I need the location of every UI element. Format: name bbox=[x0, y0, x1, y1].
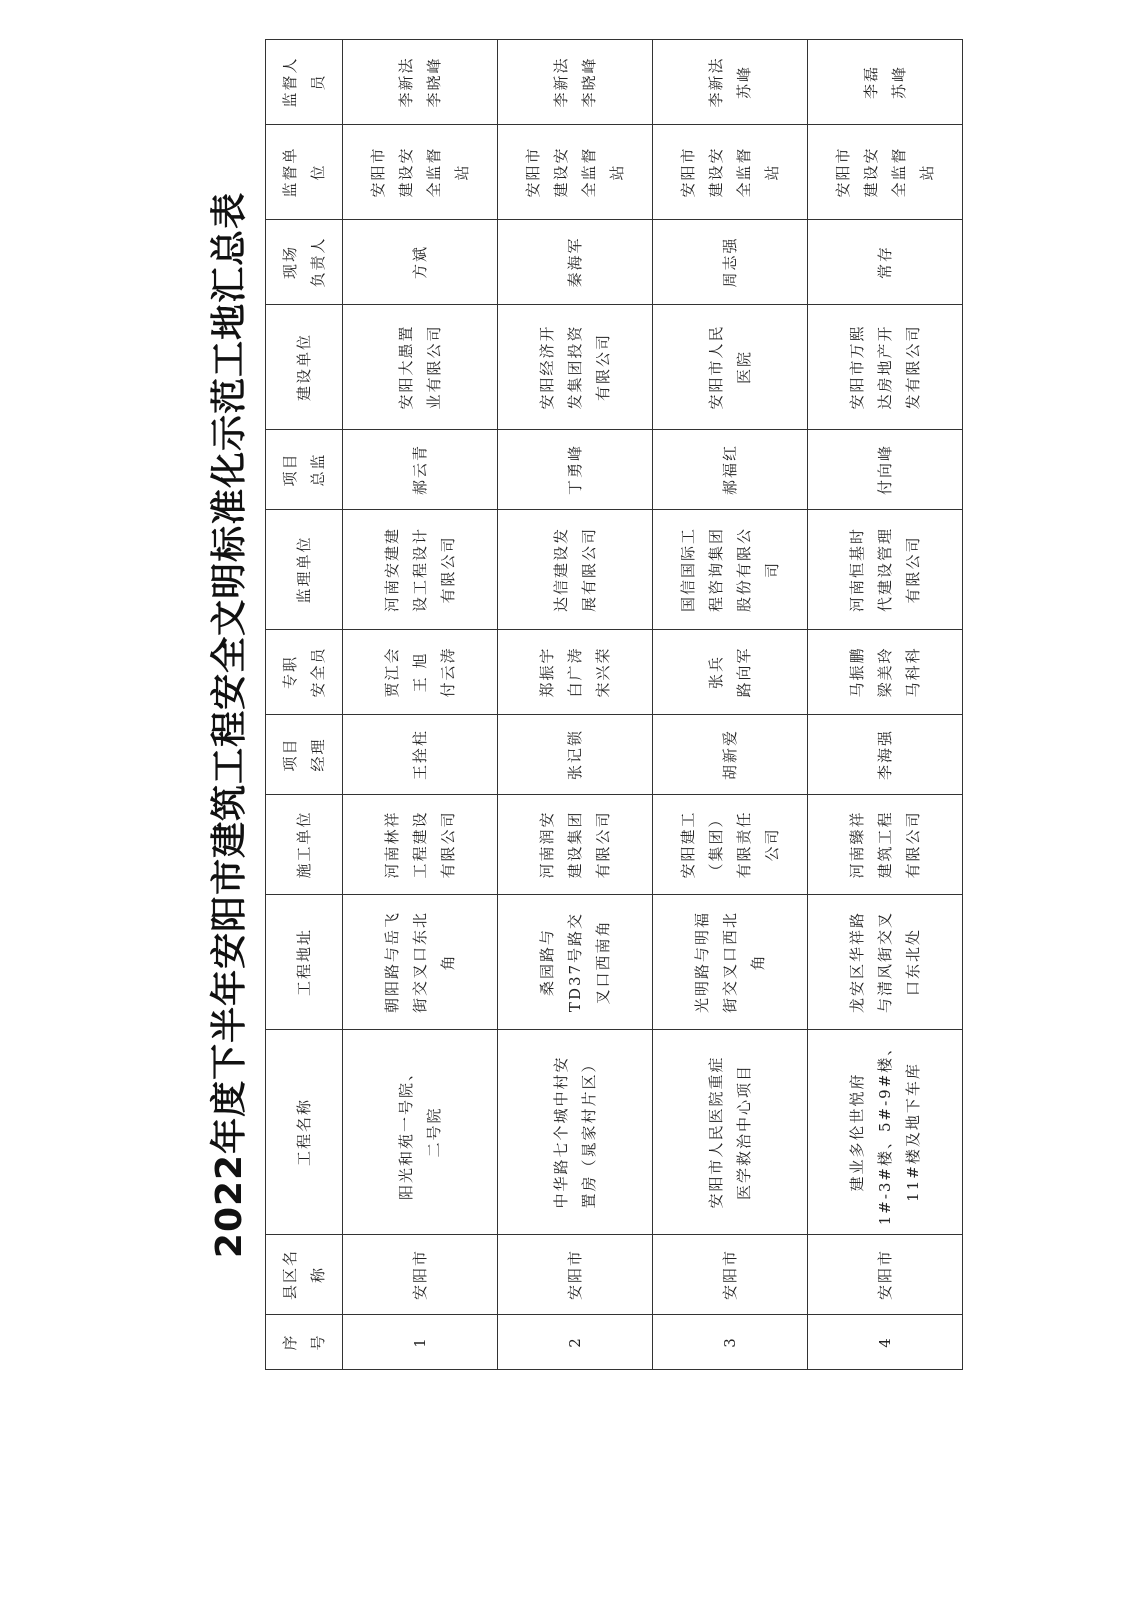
cell-safety: 张兵 路向军 bbox=[653, 630, 808, 715]
cell-sup-staff: 李新法 李晓峰 bbox=[343, 40, 498, 125]
cell-builder: 安阳市万熙 达房地产开 发有限公司 bbox=[808, 305, 963, 430]
cell-safety: 贾江会 王 旭 付云涛 bbox=[343, 630, 498, 715]
cell-contractor: 河南林祥 工程建设 有限公司 bbox=[343, 795, 498, 895]
cell-sup-staff: 李新法 李晓峰 bbox=[498, 40, 653, 125]
header-project: 工程名称 bbox=[266, 1030, 343, 1235]
cell-safety: 马振鹏 梁美玲 马科科 bbox=[808, 630, 963, 715]
cell-pm: 王拴柱 bbox=[343, 715, 498, 795]
cell-sup-unit: 安阳市 建设安 全监督 站 bbox=[653, 125, 808, 220]
cell-contractor: 安阳建工 （集团） 有限责任 公司 bbox=[653, 795, 808, 895]
header-row bbox=[266, 40, 343, 1370]
cell-county: 安阳市 bbox=[343, 1235, 498, 1315]
cell-pm: 李海强 bbox=[808, 715, 963, 795]
cell-sup-staff: 李新法 苏峰 bbox=[653, 40, 808, 125]
cell-project: 阳光和苑一号院、 二号院 bbox=[343, 1030, 498, 1235]
cell-sup-unit: 安阳市 建设安 全监督 站 bbox=[498, 125, 653, 220]
header-chief: 项目 总监 bbox=[266, 430, 343, 510]
cell-county: 安阳市 bbox=[653, 1235, 808, 1315]
cell-pm: 张记锁 bbox=[498, 715, 653, 795]
header-safety: 专职 安全员 bbox=[266, 630, 343, 715]
header-pm: 项目 经理 bbox=[266, 715, 343, 795]
cell-sup-unit: 安阳市 建设安 全监督 站 bbox=[343, 125, 498, 220]
cell-address: 朝阳路与岳飞 街交叉口东北 角 bbox=[343, 895, 498, 1030]
cell-contractor: 河南润安 建设集团 有限公司 bbox=[498, 795, 653, 895]
cell-supervisor: 河南恒基时 代建设管理 有限公司 bbox=[808, 510, 963, 630]
summary-table bbox=[265, 39, 963, 1370]
cell-builder: 安阳经济开 发集团投资 有限公司 bbox=[498, 305, 653, 430]
cell-chief: 郝云青 bbox=[343, 430, 498, 510]
table-row bbox=[653, 40, 808, 1370]
document-title: 2022年度下半年安阳市建筑工程安全文明标准化示范工地汇总表 bbox=[209, 191, 250, 1259]
document-sheet bbox=[190, 56, 936, 1370]
cell-seq: 3 bbox=[653, 1315, 808, 1370]
table-row bbox=[343, 40, 498, 1370]
cell-project: 中华路七个城中村安 置房（晁家村片区） bbox=[498, 1030, 653, 1235]
table-row bbox=[498, 40, 653, 1370]
cell-site-lead: 周志强 bbox=[653, 220, 808, 305]
cell-site-lead: 常存 bbox=[808, 220, 963, 305]
header-contractor: 施工单位 bbox=[266, 795, 343, 895]
cell-county: 安阳市 bbox=[498, 1235, 653, 1315]
cell-contractor: 河南臻祥 建筑工程 有限公司 bbox=[808, 795, 963, 895]
header-address: 工程地址 bbox=[266, 895, 343, 1030]
table-row bbox=[808, 40, 963, 1370]
cell-seq: 4 bbox=[808, 1315, 963, 1370]
cell-pm: 胡新爱 bbox=[653, 715, 808, 795]
header-supervisor: 监理单位 bbox=[266, 510, 343, 630]
cell-address: 桑园路与 TD37号路交 叉口西南角 bbox=[498, 895, 653, 1030]
cell-site-lead: 秦海军 bbox=[498, 220, 653, 305]
header-county: 县区名 称 bbox=[266, 1235, 343, 1315]
cell-address: 光明路与明福 街交叉口西北 角 bbox=[653, 895, 808, 1030]
cell-supervisor: 河南安建建 设工程设计 有限公司 bbox=[343, 510, 498, 630]
header-sup-staff: 监督人 员 bbox=[266, 40, 343, 125]
cell-supervisor: 达信建设发 展有限公司 bbox=[498, 510, 653, 630]
header-seq: 序 号 bbox=[266, 1315, 343, 1370]
cell-seq: 1 bbox=[343, 1315, 498, 1370]
cell-seq: 2 bbox=[498, 1315, 653, 1370]
cell-chief: 郝福红 bbox=[653, 430, 808, 510]
cell-builder: 安阳大愚置 业有限公司 bbox=[343, 305, 498, 430]
header-site-lead: 现场 负责人 bbox=[266, 220, 343, 305]
cell-chief: 付向峰 bbox=[808, 430, 963, 510]
cell-safety: 郑振宇 白广涛 宋兴荣 bbox=[498, 630, 653, 715]
cell-sup-staff: 李磊 苏峰 bbox=[808, 40, 963, 125]
header-sup-unit: 监督单 位 bbox=[266, 125, 343, 220]
cell-county: 安阳市 bbox=[808, 1235, 963, 1315]
cell-project: 安阳市人民医院重症 医学救治中心项目 bbox=[653, 1030, 808, 1235]
cell-site-lead: 方斌 bbox=[343, 220, 498, 305]
cell-chief: 丁勇峰 bbox=[498, 430, 653, 510]
cell-project: 建业多伦世悦府 1#-3#楼、5#-9#楼、 11#楼及地下车库 bbox=[808, 1030, 963, 1235]
cell-supervisor: 国信国际工 程咨询集团 股份有限公 司 bbox=[653, 510, 808, 630]
cell-address: 龙安区华祥路 与清风街交叉 口东北处 bbox=[808, 895, 963, 1030]
cell-builder: 安阳市人民 医院 bbox=[653, 305, 808, 430]
header-builder: 建设单位 bbox=[266, 305, 343, 430]
cell-sup-unit: 安阳市 建设安 全监督 站 bbox=[808, 125, 963, 220]
